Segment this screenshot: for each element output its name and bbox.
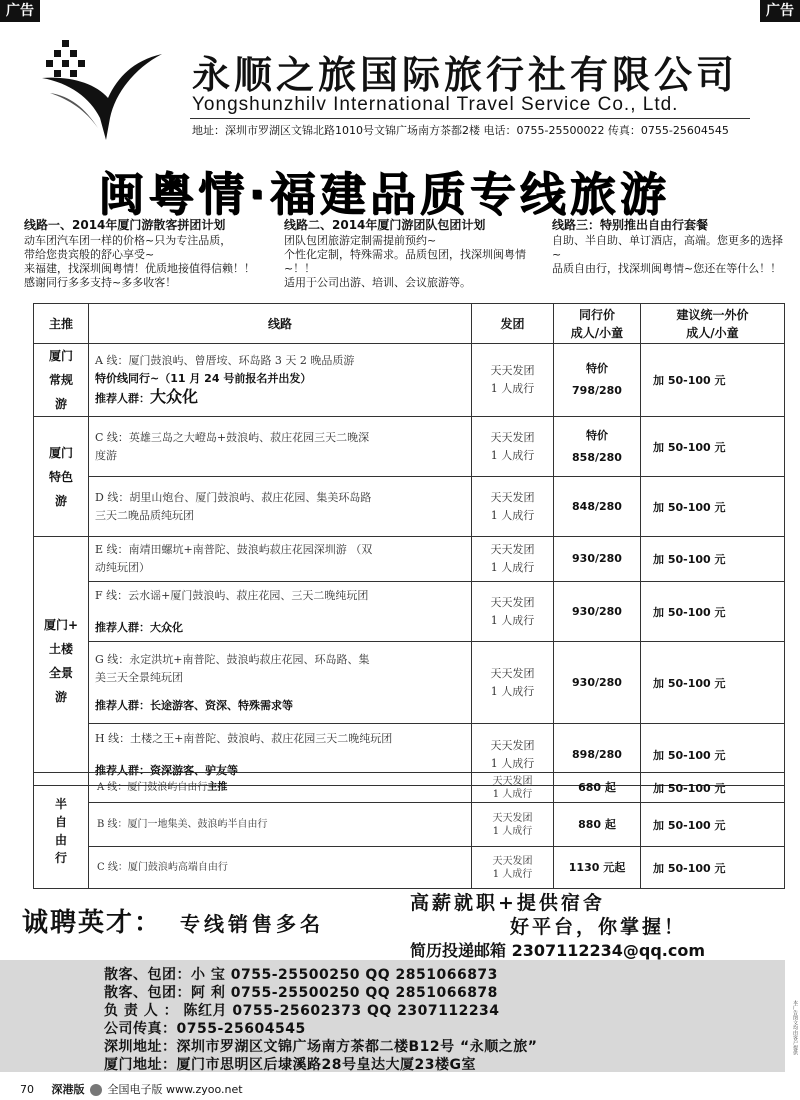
depart-cell <box>472 417 554 477</box>
depart-text: 天天发团 <box>492 775 533 787</box>
recruit-email: 简历投递邮箱 2307112234@qq.com <box>410 941 706 960</box>
table-row <box>34 537 785 582</box>
table-row <box>34 477 785 537</box>
group-label-text: 常规 <box>48 373 73 387</box>
route-cell: C 线：厦门鼓浪屿高端自由行 <box>89 847 472 889</box>
route-audience: 推荐人群：资深游客、驴友等 <box>95 763 238 777</box>
header-route: 线路 <box>89 304 472 344</box>
footer <box>20 1081 243 1097</box>
ad-label-left: 广告 <box>0 0 40 22</box>
group-label-text: 厦门 <box>48 349 73 363</box>
route-audience: 推荐人群：大众化 <box>95 620 183 634</box>
route-text: 团队包团旅游定制需提前预约~ <box>284 234 437 247</box>
route-title: 线路一、2014年厦门游散客拼团计划 <box>24 218 226 232</box>
depart-cell <box>472 642 554 724</box>
group-label-text: 游 <box>54 493 67 508</box>
route-line: E 线：南靖田螺坑+南普陀、鼓浪屿菽庄花园深圳游 （双 <box>95 543 373 556</box>
peer-price-cell: 930/280 <box>554 582 641 642</box>
route-line: A 线：厦门鼓浪屿、曾厝垵、环岛路 3 天 2 晚品质游 <box>95 354 355 367</box>
depart-cell <box>472 537 554 582</box>
header-divider <box>190 118 750 119</box>
peer-price-cell <box>554 344 641 417</box>
company-name-en: Yongshunzhilv International Travel Service Co., Ltd. <box>192 94 679 115</box>
depart-text: 天天发团 <box>490 738 535 752</box>
company-name-cn: 永顺之旅国际旅行社有限公司 <box>192 53 739 97</box>
route-cell <box>89 773 472 803</box>
route-line: 动纯玩团） <box>95 561 150 574</box>
route-line: 特价线同行~（11 月 24 号前报名并出发） <box>95 372 312 385</box>
edition-label: 深港版 <box>51 1083 85 1096</box>
depart-text: 天天发团 <box>490 543 535 556</box>
recruit-heading: 诚聘英才： <box>22 908 163 938</box>
group-label-text: 自 <box>54 814 67 829</box>
route-line: H 线：土楼之王+南普陀、鼓浪屿、菽庄花园三天二晚纯玩团 <box>95 731 393 745</box>
audience-label: 推荐人群： <box>95 392 150 405</box>
group-label <box>34 344 89 417</box>
table-row <box>34 344 785 417</box>
route-line: F 线：云水谣+厦门鼓浪屿、菽庄花园、三天二晚纯玩团 <box>95 588 369 602</box>
route-intro-1 <box>24 218 284 290</box>
depart-text: 1 人成行 <box>490 508 535 522</box>
price-tag: 特价 <box>586 362 608 375</box>
route-text: 个性化定制，特殊需求。品质包团，找深圳闽粤情~！！ <box>284 248 526 275</box>
route-cell <box>89 537 472 582</box>
route-text: 适用于公司出游、培训、会议旅游等。 <box>284 276 471 289</box>
ad-label-right: 广告 <box>760 0 800 22</box>
depart-text: 天天发团 <box>490 666 535 680</box>
depart-cell <box>472 803 554 847</box>
header-suggest-price <box>641 304 785 344</box>
depart-cell <box>472 847 554 889</box>
depart-text: 1 人成行 <box>490 382 535 395</box>
depart-text: 1 人成行 <box>490 756 535 770</box>
page-number: 70 <box>20 1083 34 1096</box>
main-title: 闽粤情·福建品质专线旅游 <box>98 167 670 221</box>
route-text: 带给您贵宾般的舒心享受~ <box>24 248 155 261</box>
price-value: 858/280 <box>572 450 622 464</box>
depart-cell <box>472 344 554 417</box>
depart-text: 1 人成行 <box>490 613 535 627</box>
route-line: 度游 <box>95 448 117 462</box>
suggest-price-cell: 加 50-100 元 <box>641 642 785 724</box>
table-row <box>34 642 785 724</box>
route-line: D 线：胡里山炮台、厦门鼓浪屿、菽庄花园、集美环岛路 <box>95 490 372 504</box>
route-audience <box>95 388 465 408</box>
route-line-bold: 主推 <box>207 781 228 793</box>
group-label-text: 游 <box>54 397 67 411</box>
route-intro-3 <box>552 218 792 276</box>
depart-text: 1 人成行 <box>492 788 533 800</box>
peer-price-cell: 1130 元起 <box>554 847 641 889</box>
suggest-price-cell: 加 50-100 元 <box>641 847 785 889</box>
depart-text: 天天发团 <box>490 430 535 444</box>
group-label-text: 特色 <box>48 469 73 484</box>
route-cell <box>89 582 472 642</box>
header-main: 主推 <box>34 304 89 344</box>
route-cell <box>89 417 472 477</box>
group-label-text: 游 <box>54 690 67 704</box>
depart-text: 天天发团 <box>490 364 535 377</box>
audience-value: 大众化 <box>150 387 199 406</box>
group-label <box>34 537 89 786</box>
table-row <box>34 417 785 477</box>
group-label-text: 厦门+ <box>43 618 79 632</box>
contact-line: 深圳地址：深圳市罗湖区文锦广场南方茶都二楼B12号 “永顺之旅” <box>104 1039 538 1055</box>
depart-text: 1 人成行 <box>492 868 533 880</box>
header-suggest-sub: 成人/小童 <box>686 325 739 340</box>
table-header-row <box>34 304 785 344</box>
depart-text: 1 人成行 <box>490 448 535 462</box>
route-cell <box>89 477 472 537</box>
group-label <box>34 773 89 889</box>
peer-price-cell: 848/280 <box>554 477 641 537</box>
suggest-price-cell: 加 50-100 元 <box>641 344 785 417</box>
recruit-perk-1: 高薪就职+提供宿舍 <box>410 892 605 914</box>
free-travel-table <box>33 772 785 889</box>
route-text: 感谢同行多多支持~多多收客！ <box>24 276 177 289</box>
contact-line: 负 责 人 ： 陈红月 0755-25602373 QQ 2307112234 <box>104 1003 500 1019</box>
route-cell: B 线：厦门一地集美、鼓浪屿半自由行 <box>89 803 472 847</box>
group-label-text: 土楼 <box>48 642 73 656</box>
peer-price-cell: 880 起 <box>554 803 641 847</box>
route-text: 来福建，找深圳闽粤情！优质地接值得信赖！！ <box>24 262 255 275</box>
contact-line: 散客、包团：小 宝 0755-25500250 QQ 2851066873 <box>104 967 498 983</box>
table-row <box>34 847 785 889</box>
price-tag: 特价 <box>586 428 608 442</box>
peer-price-cell: 898/280 <box>554 724 641 786</box>
route-title: 线路二、2014年厦门游团队包团计划 <box>284 218 486 232</box>
suggest-price-cell: 加 50-100 元 <box>641 477 785 537</box>
price-table <box>33 303 785 786</box>
depart-cell <box>472 582 554 642</box>
company-address: 地址：深圳市罗湖区文锦北路1010号文锦广场南方茶都2楼 电话：0755-25500022 传真：0755-25604545 <box>192 124 729 137</box>
header-depart: 发团 <box>472 304 554 344</box>
depart-text: 天天发团 <box>492 812 533 824</box>
group-label-text: 半 <box>54 796 67 811</box>
group-label-text: 行 <box>54 850 67 865</box>
contact-line: 厦门地址：厦门市思明区后埭溪路28号皇达大厦23楼G室 <box>104 1057 476 1073</box>
route-intro-2 <box>284 218 554 290</box>
suggest-price-cell: 加 50-100 元 <box>641 773 785 803</box>
route-cell <box>89 642 472 724</box>
depart-cell <box>472 773 554 803</box>
route-line: 三天二晚品质纯玩团 <box>95 508 194 522</box>
logo-dot-icon <box>90 1084 102 1096</box>
group-label-text: 全景 <box>48 666 73 680</box>
peer-price-cell: 930/280 <box>554 537 641 582</box>
group-label-text: 厦门 <box>48 445 73 460</box>
suggest-price-cell: 加 50-100 元 <box>641 417 785 477</box>
route-cell <box>89 344 472 417</box>
online-edition: 全国电子版 www.zyoo.net <box>107 1083 243 1096</box>
header-peer-price <box>554 304 641 344</box>
suggest-price-cell: 加 50-100 元 <box>641 724 785 786</box>
header-suggest-label: 建议统一外价 <box>676 307 749 322</box>
group-label-text: 由 <box>54 832 67 847</box>
route-title: 线路三：特别推出自由行套餐 <box>552 218 709 232</box>
price-value: 798/280 <box>572 384 622 397</box>
suggest-price-cell: 加 50-100 元 <box>641 582 785 642</box>
group-label <box>34 417 89 537</box>
peer-price-cell: 930/280 <box>554 642 641 724</box>
peer-price-cell: 680 起 <box>554 773 641 803</box>
header-peer-price-sub: 成人/小童 <box>570 325 624 340</box>
route-audience: 推荐人群：长途游客、资深、特殊需求等 <box>95 698 293 712</box>
company-logo <box>40 38 165 143</box>
depart-text: 天天发团 <box>490 490 535 504</box>
route-line: A 线：厦门鼓浪屿自由行 <box>97 781 208 793</box>
depart-text: 1 人成行 <box>490 684 535 698</box>
contact-panel <box>0 960 785 1072</box>
route-line: 美三天全景纯玩团 <box>95 670 183 684</box>
route-text: 动车团汽车团一样的价格~只为专注品质， <box>24 234 232 247</box>
header-peer-price-label: 同行价 <box>578 307 615 322</box>
recruit-perk-2: 好平台，你掌握！ <box>510 916 687 938</box>
route-line: C 线：英雄三岛之大嶝岛+鼓浪屿、菽庄花园三天二晚深 <box>95 430 370 444</box>
depart-cell <box>472 477 554 537</box>
depart-text: 1 人成行 <box>492 825 533 837</box>
suggest-price-cell: 加 50-100 元 <box>641 537 785 582</box>
recruit-position: 专线销售多名 <box>180 912 324 936</box>
peer-price-cell <box>554 417 641 477</box>
table-row <box>34 803 785 847</box>
contact-line: 散客、包团：阿 利 0755-25500250 QQ 2851066878 <box>104 985 498 1001</box>
table-row <box>34 773 785 803</box>
route-text: 自助、半自助、单订酒店，高端。您更多的选择~ <box>552 234 783 261</box>
route-line: G 线：永定洪坑+南普陀、鼓浪屿菽庄花园、环岛路、集 <box>95 652 370 666</box>
route-intros <box>24 218 784 304</box>
depart-text: 天天发团 <box>490 595 535 609</box>
suggest-price-cell: 加 50-100 元 <box>641 803 785 847</box>
contact-line: 公司传真：0755-25604545 <box>104 1021 306 1037</box>
depart-text: 天天发团 <box>492 855 533 867</box>
side-note: 本广告图文均由客户提供 <box>792 1000 798 1055</box>
depart-text: 1 人成行 <box>490 561 535 574</box>
table-row <box>34 582 785 642</box>
route-text: 品质自由行，找深圳闽粤情~您还在等什么！！ <box>552 262 782 275</box>
